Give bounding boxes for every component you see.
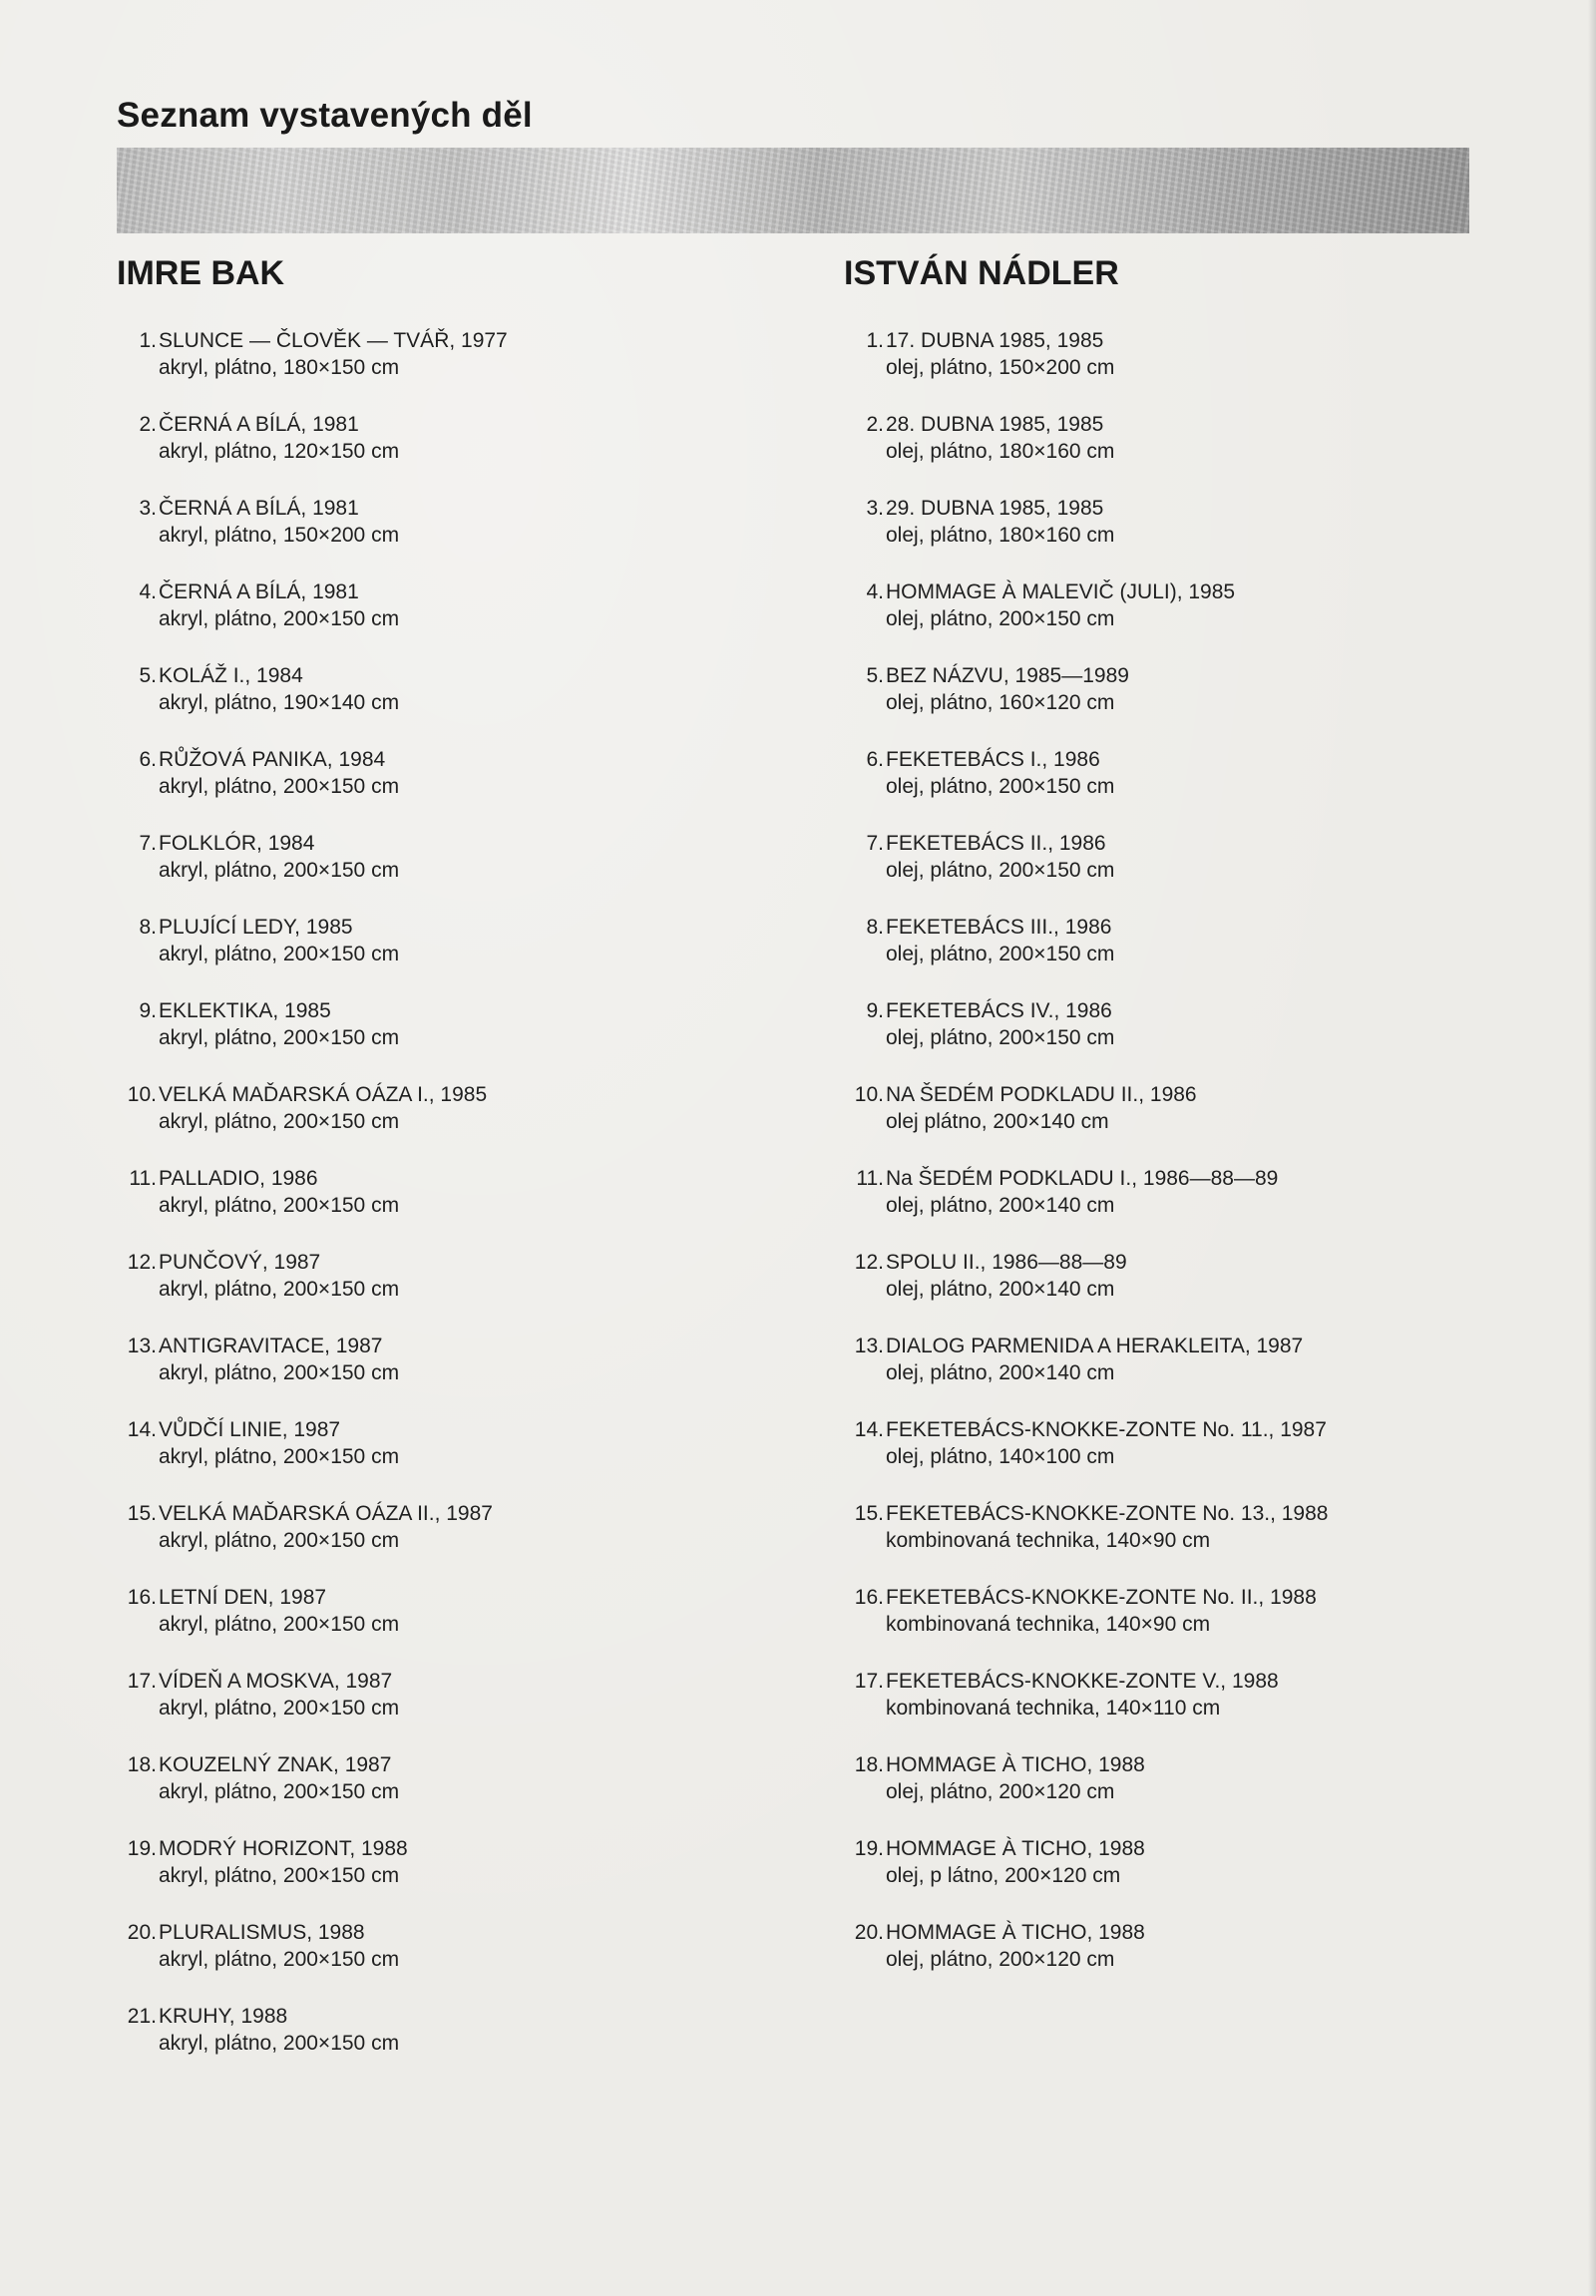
work-title: FOLKLÓR, 1984 — [159, 832, 315, 855]
work-number: 16. — [127, 1586, 157, 1609]
work-number: 2. — [139, 413, 157, 436]
work-medium: olej, plátno, 200×120 cm — [886, 1780, 1115, 1803]
artist-name: ISTVÁN NÁDLER — [844, 254, 1119, 292]
works-list — [117, 327, 815, 2087]
work-medium: olej, plátno, 200×120 cm — [886, 1948, 1115, 1971]
work-title: HOMMAGE À MALEVIČ (JULI), 1985 — [886, 580, 1236, 603]
work-title: EKLEKTIKA, 1985 — [159, 999, 331, 1022]
work-entry — [844, 411, 1542, 495]
work-number: 4. — [139, 580, 157, 603]
work-title: FEKETEBÁCS III., 1986 — [886, 916, 1112, 939]
work-medium: akryl, plátno, 200×150 cm — [159, 1026, 400, 1049]
work-title: ČERNÁ A BÍLÁ, 1981 — [159, 580, 359, 603]
work-entry — [117, 1584, 815, 1668]
work-entry — [117, 746, 815, 830]
work-entry — [844, 1249, 1542, 1333]
work-medium: akryl, plátno, 200×150 cm — [159, 1613, 400, 1636]
work-number: 1. — [139, 329, 157, 352]
work-entry — [117, 1835, 815, 1919]
work-title: FEKETEBÁCS IV., 1986 — [886, 999, 1112, 1022]
work-entry — [844, 1416, 1542, 1500]
work-entry — [844, 327, 1542, 411]
work-number: 7. — [866, 832, 884, 855]
work-medium: olej, plátno, 200×150 cm — [886, 1026, 1115, 1049]
work-title: VELKÁ MAĎARSKÁ OÁZA II., 1987 — [159, 1502, 493, 1525]
work-medium: olej, plátno, 200×150 cm — [886, 607, 1115, 630]
work-medium: kombinovaná technika, 140×110 cm — [886, 1697, 1221, 1720]
work-number: 12. — [127, 1251, 157, 1274]
work-title: FEKETEBÁCS-KNOKKE-ZONTE V., 1988 — [886, 1670, 1279, 1693]
work-number: 15. — [854, 1502, 884, 1525]
work-entry — [844, 1835, 1542, 1919]
work-medium: olej, plátno, 200×140 cm — [886, 1194, 1115, 1217]
work-entry — [117, 1249, 815, 1333]
work-medium: olej, plátno, 200×140 cm — [886, 1278, 1115, 1301]
work-entry — [117, 1500, 815, 1584]
work-medium: akryl, plátno, 200×150 cm — [159, 775, 400, 798]
work-number: 14. — [854, 1418, 884, 1441]
work-entry — [844, 746, 1542, 830]
work-title: HOMMAGE À TICHO, 1988 — [886, 1837, 1145, 1860]
work-entry — [117, 495, 815, 578]
work-entry — [117, 1081, 815, 1165]
work-title: VÍDEŇ A MOSKVA, 1987 — [159, 1670, 393, 1693]
work-medium: akryl, plátno, 200×150 cm — [159, 607, 400, 630]
work-entry — [844, 495, 1542, 578]
work-entry — [117, 830, 815, 914]
work-title: Na ŠEDÉM PODKLADU I., 1986—88—89 — [886, 1167, 1279, 1190]
work-entry — [844, 1081, 1542, 1165]
work-number: 5. — [139, 664, 157, 687]
work-number: 11. — [856, 1167, 884, 1190]
artist-column-left — [117, 253, 815, 2087]
work-medium: olej, plátno, 180×160 cm — [886, 440, 1115, 463]
work-title: MODRÝ HORIZONT, 1988 — [159, 1837, 408, 1860]
work-title: KOUZELNÝ ZNAK, 1987 — [159, 1753, 392, 1776]
work-entry — [117, 1333, 815, 1416]
work-number: 3. — [866, 497, 884, 520]
work-medium: olej, plátno, 160×120 cm — [886, 691, 1115, 714]
work-medium: olej plátno, 200×140 cm — [886, 1110, 1109, 1133]
work-number: 12. — [854, 1251, 884, 1274]
work-medium: akryl, plátno, 200×150 cm — [159, 2032, 400, 2055]
work-number: 13. — [854, 1335, 884, 1357]
work-title: HOMMAGE À TICHO, 1988 — [886, 1753, 1145, 1776]
artist-column-right — [844, 253, 1542, 2003]
work-entry — [844, 1165, 1542, 1249]
work-number: 1. — [866, 329, 884, 352]
work-medium: akryl, plátno, 200×150 cm — [159, 1864, 400, 1887]
work-entry — [117, 914, 815, 997]
work-medium: akryl, plátno, 200×150 cm — [159, 859, 400, 882]
work-entry — [117, 1668, 815, 1751]
work-entry — [117, 1919, 815, 2003]
work-number: 9. — [139, 999, 157, 1022]
work-number: 6. — [139, 748, 157, 771]
work-entry — [844, 662, 1542, 746]
work-title: 29. DUBNA 1985, 1985 — [886, 497, 1104, 520]
work-title: DIALOG PARMENIDA A HERAKLEITA, 1987 — [886, 1335, 1304, 1357]
work-title: HOMMAGE À TICHO, 1988 — [886, 1921, 1145, 1944]
work-title: NA ŠEDÉM PODKLADU II., 1986 — [886, 1083, 1197, 1106]
work-number: 4. — [866, 580, 884, 603]
work-number: 19. — [127, 1837, 157, 1860]
work-title: VELKÁ MAĎARSKÁ OÁZA I., 1985 — [159, 1083, 488, 1106]
work-title: FEKETEBÁCS II., 1986 — [886, 832, 1106, 855]
work-title: FEKETEBÁCS-KNOKKE-ZONTE No. 13., 1988 — [886, 1502, 1329, 1525]
work-number: 11. — [129, 1167, 157, 1190]
work-entry — [117, 1165, 815, 1249]
page-title: Seznam vystavených děl — [117, 96, 533, 135]
work-entry — [844, 1333, 1542, 1416]
work-title: VŮDČÍ LINIE, 1987 — [159, 1418, 341, 1441]
work-entry — [844, 1500, 1542, 1584]
works-list — [844, 327, 1542, 2003]
work-title: SPOLU II., 1986—88—89 — [886, 1251, 1127, 1274]
work-medium: akryl, plátno, 150×200 cm — [159, 524, 400, 547]
work-number: 10. — [127, 1083, 157, 1106]
work-entry — [844, 1919, 1542, 2003]
work-entry — [117, 327, 815, 411]
work-number: 16. — [854, 1586, 884, 1609]
work-medium: akryl, plátno, 190×140 cm — [159, 691, 400, 714]
work-title: 17. DUBNA 1985, 1985 — [886, 329, 1104, 352]
work-title: FEKETEBÁCS-KNOKKE-ZONTE No. II., 1988 — [886, 1586, 1317, 1609]
work-number: 2. — [866, 413, 884, 436]
work-title: ANTIGRAVITACE, 1987 — [159, 1335, 383, 1357]
work-number: 20. — [127, 1921, 157, 1944]
work-medium: olej, plátno, 200×150 cm — [886, 775, 1115, 798]
work-medium: kombinovaná technika, 140×90 cm — [886, 1613, 1211, 1636]
work-number: 18. — [854, 1753, 884, 1776]
work-medium: akryl, plátno, 200×150 cm — [159, 1529, 400, 1552]
work-number: 13. — [127, 1335, 157, 1357]
work-medium: olej, p látno, 200×120 cm — [886, 1864, 1121, 1887]
work-entry — [844, 830, 1542, 914]
work-title: FEKETEBÁCS-KNOKKE-ZONTE No. 11., 1987 — [886, 1418, 1327, 1441]
work-entry — [117, 578, 815, 662]
work-title: PLUJÍCÍ LEDY, 1985 — [159, 916, 353, 939]
work-medium: akryl, plátno, 200×150 cm — [159, 1780, 400, 1803]
work-medium: akryl, plátno, 180×150 cm — [159, 356, 400, 379]
work-medium: akryl, plátno, 200×150 cm — [159, 1361, 400, 1384]
work-title: KOLÁŽ I., 1984 — [159, 664, 303, 687]
work-entry — [844, 914, 1542, 997]
page-edge-shadow — [1588, 0, 1596, 2296]
work-medium: kombinovaná technika, 140×90 cm — [886, 1529, 1211, 1552]
work-entry — [117, 662, 815, 746]
work-medium: akryl, plátno, 200×150 cm — [159, 943, 400, 965]
work-number: 9. — [866, 999, 884, 1022]
work-title: FEKETEBÁCS I., 1986 — [886, 748, 1100, 771]
work-title: PUNČOVÝ, 1987 — [159, 1251, 321, 1274]
work-entry — [117, 2003, 815, 2087]
artist-name: IMRE BAK — [117, 254, 285, 292]
work-number: 8. — [139, 916, 157, 939]
work-medium: akryl, plátno, 120×150 cm — [159, 440, 400, 463]
work-entry — [844, 997, 1542, 1081]
work-entry — [844, 578, 1542, 662]
work-entry — [844, 1668, 1542, 1751]
work-medium: olej, plátno, 200×150 cm — [886, 859, 1115, 882]
work-medium: akryl, plátno, 200×150 cm — [159, 1697, 400, 1720]
work-number: 17. — [854, 1670, 884, 1693]
work-title: LETNÍ DEN, 1987 — [159, 1586, 327, 1609]
work-number: 18. — [127, 1753, 157, 1776]
work-number: 3. — [139, 497, 157, 520]
work-medium: olej, plátno, 200×140 cm — [886, 1361, 1115, 1384]
work-medium: olej, plátno, 200×150 cm — [886, 943, 1115, 965]
work-medium: akryl, plátno, 200×150 cm — [159, 1194, 400, 1217]
work-number: 14. — [127, 1418, 157, 1441]
work-number: 5. — [866, 664, 884, 687]
work-number: 6. — [866, 748, 884, 771]
work-entry — [117, 1751, 815, 1835]
work-entry — [117, 411, 815, 495]
work-entry — [117, 1416, 815, 1500]
work-number: 10. — [854, 1083, 884, 1106]
work-title: KRUHY, 1988 — [159, 2005, 288, 2028]
work-title: RŮŽOVÁ PANIKA, 1984 — [159, 748, 386, 771]
work-number: 15. — [127, 1502, 157, 1525]
work-title: 28. DUBNA 1985, 1985 — [886, 413, 1104, 436]
work-number: 21. — [127, 2005, 157, 2028]
work-title: BEZ NÁZVU, 1985—1989 — [886, 664, 1129, 687]
decorative-gray-band — [117, 148, 1469, 233]
work-title: SLUNCE — ČLOVĚK — TVÁŘ, 1977 — [159, 329, 508, 352]
work-medium: akryl, plátno, 200×150 cm — [159, 1948, 400, 1971]
work-medium: akryl, plátno, 200×150 cm — [159, 1278, 400, 1301]
work-title: ČERNÁ A BÍLÁ, 1981 — [159, 413, 359, 436]
work-medium: olej, plátno, 150×200 cm — [886, 356, 1115, 379]
work-title: ČERNÁ A BÍLÁ, 1981 — [159, 497, 359, 520]
work-medium: olej, plátno, 140×100 cm — [886, 1445, 1115, 1468]
work-entry — [844, 1751, 1542, 1835]
work-entry — [117, 997, 815, 1081]
work-number: 19. — [854, 1837, 884, 1860]
work-number: 20. — [854, 1921, 884, 1944]
work-number: 8. — [866, 916, 884, 939]
work-number: 7. — [139, 832, 157, 855]
work-medium: akryl, plátno, 200×150 cm — [159, 1110, 400, 1133]
work-number: 17. — [127, 1670, 157, 1693]
work-title: PALLADIO, 1986 — [159, 1167, 318, 1190]
work-entry — [844, 1584, 1542, 1668]
work-medium: olej, plátno, 180×160 cm — [886, 524, 1115, 547]
work-medium: akryl, plátno, 200×150 cm — [159, 1445, 400, 1468]
work-title: PLURALISMUS, 1988 — [159, 1921, 365, 1944]
